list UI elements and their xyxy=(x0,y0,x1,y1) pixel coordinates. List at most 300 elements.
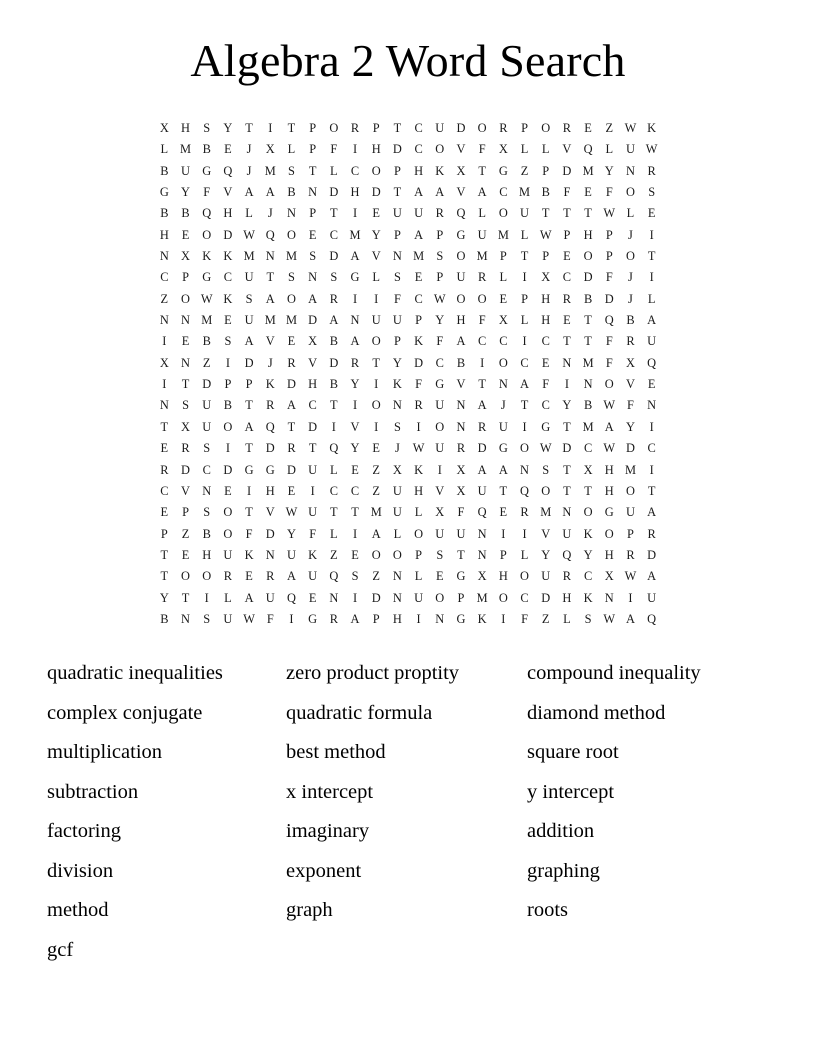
letter-cell[interactable]: T xyxy=(647,483,656,498)
letter-cell[interactable]: T xyxy=(457,547,465,562)
letter-cell[interactable]: J xyxy=(246,163,252,178)
letter-cell[interactable]: M xyxy=(582,163,594,178)
letter-cell[interactable]: X xyxy=(625,355,635,370)
letter-cell[interactable]: U xyxy=(456,526,466,541)
letter-cell[interactable]: D xyxy=(371,185,381,200)
word-list-item[interactable]: compound inequality xyxy=(527,662,701,685)
letter-cell[interactable]: Z xyxy=(202,355,211,370)
letter-cell[interactable]: R xyxy=(287,355,296,370)
letter-cell[interactable]: U xyxy=(223,611,233,626)
letter-cell[interactable]: O xyxy=(498,590,508,605)
letter-cell[interactable]: R xyxy=(562,291,572,306)
letter-cell[interactable]: E xyxy=(224,313,232,328)
letter-cell[interactable]: Z xyxy=(372,569,380,584)
letter-cell[interactable]: U xyxy=(286,547,296,562)
letter-cell[interactable]: N xyxy=(350,313,360,328)
letter-cell[interactable]: E xyxy=(584,185,592,200)
letter-cell[interactable]: N xyxy=(265,249,275,264)
letter-cell[interactable]: O xyxy=(286,227,296,242)
letter-cell[interactable]: T xyxy=(563,462,571,477)
letter-cell[interactable]: C xyxy=(499,334,508,349)
letter-cell[interactable]: N xyxy=(647,398,657,413)
letter-cell[interactable]: D xyxy=(286,462,296,477)
letter-cell[interactable]: S xyxy=(245,291,253,306)
letter-cell[interactable]: V xyxy=(308,355,318,370)
letter-cell[interactable]: A xyxy=(244,419,254,434)
letter-cell[interactable]: I xyxy=(501,611,506,626)
letter-cell[interactable]: N xyxy=(456,398,466,413)
letter-cell[interactable]: D xyxy=(244,355,254,370)
letter-cell[interactable]: D xyxy=(647,547,657,562)
word-list-item[interactable]: imaginary xyxy=(286,820,370,843)
letter-cell[interactable]: C xyxy=(329,483,338,498)
letter-cell[interactable]: X xyxy=(498,313,508,328)
letter-cell[interactable]: Z xyxy=(605,121,614,135)
letter-cell[interactable]: D xyxy=(477,441,487,456)
letter-cell[interactable]: A xyxy=(244,334,254,349)
letter-cell[interactable]: D xyxy=(625,441,635,456)
letter-cell[interactable]: Q xyxy=(477,505,487,520)
letter-cell[interactable]: I xyxy=(331,419,336,434)
letter-cell[interactable]: O xyxy=(435,142,445,157)
letter-cell[interactable]: U xyxy=(435,441,445,456)
letter-cell[interactable]: F xyxy=(330,142,338,157)
letter-cell[interactable]: R xyxy=(414,398,423,413)
letter-cell[interactable]: R xyxy=(350,355,360,370)
letter-cell[interactable]: F xyxy=(521,611,528,626)
letter-cell[interactable]: R xyxy=(499,121,508,135)
letter-cell[interactable]: I xyxy=(649,462,654,477)
letter-cell[interactable]: U xyxy=(435,121,445,135)
letter-cell[interactable]: I xyxy=(247,483,252,498)
letter-cell[interactable]: E xyxy=(245,569,253,584)
letter-cell[interactable]: A xyxy=(414,227,424,242)
letter-cell[interactable]: G xyxy=(604,505,614,520)
letter-cell[interactable]: F xyxy=(478,142,486,157)
letter-cell[interactable]: N xyxy=(435,611,445,626)
letter-cell[interactable]: R xyxy=(520,505,529,520)
letter-cell[interactable]: W xyxy=(645,142,658,157)
letter-cell[interactable]: C xyxy=(414,291,423,306)
letter-cell[interactable]: N xyxy=(498,377,508,392)
letter-cell[interactable]: J xyxy=(246,142,252,157)
letter-cell[interactable]: C xyxy=(308,398,317,413)
letter-cell[interactable]: S xyxy=(436,547,444,562)
letter-cell[interactable]: P xyxy=(224,377,232,392)
letter-cell[interactable]: R xyxy=(435,206,444,221)
letter-cell[interactable]: P xyxy=(372,611,380,626)
letter-cell[interactable]: X xyxy=(159,355,169,370)
letter-cell[interactable]: G xyxy=(456,227,466,242)
letter-cell[interactable]: M xyxy=(519,185,531,200)
letter-cell[interactable]: N xyxy=(392,569,402,584)
letter-cell[interactable]: O xyxy=(392,547,402,562)
letter-cell[interactable]: B xyxy=(202,526,211,541)
letter-cell[interactable]: H xyxy=(562,590,572,605)
letter-cell[interactable]: U xyxy=(308,462,318,477)
word-list-item[interactable]: factoring xyxy=(47,820,121,843)
letter-cell[interactable]: C xyxy=(541,334,550,349)
letter-cell[interactable]: K xyxy=(414,462,424,477)
letter-cell[interactable]: E xyxy=(160,505,169,520)
letter-cell[interactable]: I xyxy=(416,611,421,626)
letter-cell[interactable]: T xyxy=(478,377,486,392)
letter-cell[interactable]: N xyxy=(308,270,318,285)
letter-cell[interactable]: I xyxy=(374,377,379,392)
letter-cell[interactable]: C xyxy=(520,355,529,370)
letter-cell[interactable]: D xyxy=(223,462,233,477)
letter-cell[interactable]: I xyxy=(352,142,358,157)
letter-cell[interactable]: I xyxy=(628,590,633,605)
letter-cell[interactable]: N xyxy=(392,398,402,413)
letter-cell[interactable]: A xyxy=(625,611,635,626)
letter-cell[interactable]: E xyxy=(563,249,571,264)
letter-cell[interactable]: A xyxy=(477,185,487,200)
letter-cell[interactable]: O xyxy=(202,569,212,584)
letter-cell[interactable]: U xyxy=(414,206,424,221)
letter-cell[interactable]: S xyxy=(203,505,211,520)
letter-cell[interactable]: W xyxy=(603,398,616,413)
letter-cell[interactable]: L xyxy=(330,163,338,178)
letter-cell[interactable]: Q xyxy=(265,227,275,242)
letter-cell[interactable]: I xyxy=(225,355,230,370)
letter-cell[interactable]: T xyxy=(181,590,190,605)
letter-cell[interactable]: W xyxy=(433,291,446,306)
letter-cell[interactable]: M xyxy=(180,142,192,157)
letter-cell[interactable]: H xyxy=(159,227,169,242)
letter-cell[interactable]: E xyxy=(541,355,550,370)
letter-cell[interactable]: Y xyxy=(604,163,614,178)
letter-cell[interactable]: A xyxy=(604,419,614,434)
word-list-item[interactable]: zero product proptity xyxy=(286,662,460,685)
letter-cell[interactable]: G xyxy=(202,270,212,285)
letter-cell[interactable]: P xyxy=(436,227,444,242)
letter-cell[interactable]: P xyxy=(627,526,634,541)
letter-cell[interactable]: G xyxy=(456,569,466,584)
letter-cell[interactable]: T xyxy=(647,249,656,264)
letter-cell[interactable]: S xyxy=(351,569,359,584)
letter-cell[interactable]: M xyxy=(413,249,425,264)
letter-cell[interactable]: P xyxy=(182,505,189,520)
letter-cell[interactable]: A xyxy=(350,249,360,264)
letter-cell[interactable]: O xyxy=(541,483,551,498)
letter-cell[interactable]: O xyxy=(456,291,466,306)
letter-cell[interactable]: D xyxy=(329,249,339,264)
letter-cell[interactable]: A xyxy=(244,185,254,200)
letter-cell[interactable]: J xyxy=(394,441,400,456)
letter-cell[interactable]: O xyxy=(625,185,635,200)
letter-cell[interactable]: K xyxy=(477,611,487,626)
letter-cell[interactable]: C xyxy=(223,270,233,285)
letter-cell[interactable]: N xyxy=(308,185,318,200)
letter-cell[interactable]: Q xyxy=(329,441,339,456)
letter-cell[interactable]: P xyxy=(499,547,507,562)
letter-cell[interactable]: K xyxy=(244,547,254,562)
letter-cell[interactable]: K xyxy=(223,249,233,264)
letter-cell[interactable]: O xyxy=(520,441,529,456)
letter-cell[interactable]: P xyxy=(245,377,253,392)
word-list-item[interactable]: multiplication xyxy=(47,741,163,764)
letter-cell[interactable]: L xyxy=(605,142,614,157)
letter-cell[interactable]: E xyxy=(181,334,190,349)
letter-cell[interactable]: T xyxy=(351,505,359,520)
letter-cell[interactable]: V xyxy=(541,526,551,541)
letter-cell[interactable]: T xyxy=(308,441,317,456)
letter-cell[interactable]: C xyxy=(478,334,487,349)
letter-cell[interactable]: S xyxy=(648,185,656,200)
letter-cell[interactable]: O xyxy=(498,206,508,221)
letter-cell[interactable]: T xyxy=(160,569,169,584)
letter-cell[interactable]: R xyxy=(160,462,169,477)
letter-cell[interactable]: T xyxy=(372,355,380,370)
letter-cell[interactable]: U xyxy=(308,505,318,520)
word-list-item[interactable]: subtraction xyxy=(47,780,139,803)
letter-cell[interactable]: I xyxy=(501,526,506,541)
letter-cell[interactable]: O xyxy=(435,419,445,434)
letter-cell[interactable]: P xyxy=(457,590,465,605)
letter-cell[interactable]: K xyxy=(647,121,657,135)
letter-cell[interactable]: S xyxy=(288,163,295,178)
letter-cell[interactable]: L xyxy=(520,547,529,562)
letter-cell[interactable]: V xyxy=(371,249,381,264)
letter-cell[interactable]: Z xyxy=(330,547,338,562)
letter-cell[interactable]: N xyxy=(286,206,296,221)
letter-cell[interactable]: T xyxy=(499,483,508,498)
letter-cell[interactable]: C xyxy=(414,121,423,135)
letter-cell[interactable]: O xyxy=(435,590,445,605)
letter-cell[interactable]: W xyxy=(412,441,425,456)
letter-cell[interactable]: C xyxy=(435,355,444,370)
letter-cell[interactable]: N xyxy=(392,590,402,605)
letter-cell[interactable]: D xyxy=(286,377,296,392)
letter-cell[interactable]: D xyxy=(308,313,318,328)
letter-cell[interactable]: D xyxy=(223,227,233,242)
letter-cell[interactable]: I xyxy=(352,206,358,221)
letter-cell[interactable]: W xyxy=(603,206,616,221)
letter-cell[interactable]: O xyxy=(414,526,424,541)
letter-cell[interactable]: L xyxy=(414,569,423,584)
letter-cell[interactable]: A xyxy=(350,611,360,626)
letter-cell[interactable]: R xyxy=(223,569,233,584)
letter-cell[interactable]: U xyxy=(435,398,445,413)
letter-cell[interactable]: A xyxy=(647,505,657,520)
letter-cell[interactable]: Q xyxy=(329,569,339,584)
word-list-item[interactable]: graph xyxy=(286,899,333,922)
letter-cell[interactable]: R xyxy=(626,334,635,349)
letter-cell[interactable]: T xyxy=(266,270,275,285)
letter-cell[interactable]: M xyxy=(624,462,636,477)
letter-cell[interactable]: Y xyxy=(159,590,169,605)
letter-cell[interactable]: F xyxy=(266,611,274,626)
word-list-item[interactable]: quadratic inequalities xyxy=(47,662,223,685)
letter-cell[interactable]: O xyxy=(181,569,190,584)
letter-cell[interactable]: F xyxy=(605,270,613,285)
letter-cell[interactable]: A xyxy=(286,569,296,584)
letter-cell[interactable]: G xyxy=(541,419,551,434)
letter-cell[interactable]: I xyxy=(522,526,527,541)
letter-cell[interactable]: O xyxy=(181,291,190,306)
letter-cell[interactable]: K xyxy=(392,377,402,392)
letter-cell[interactable]: W xyxy=(539,227,552,242)
letter-cell[interactable]: P xyxy=(415,547,423,562)
letter-cell[interactable]: U xyxy=(223,547,233,562)
letter-cell[interactable]: I xyxy=(352,291,358,306)
letter-cell[interactable]: Y xyxy=(435,313,445,328)
letter-cell[interactable]: T xyxy=(160,547,169,562)
letter-cell[interactable]: G xyxy=(350,270,360,285)
letter-cell[interactable]: J xyxy=(267,206,273,221)
letter-cell[interactable]: W xyxy=(285,505,298,520)
letter-cell[interactable]: I xyxy=(522,270,527,285)
letter-cell[interactable]: Q xyxy=(604,313,614,328)
letter-cell[interactable]: T xyxy=(245,441,253,456)
letter-cell[interactable]: V xyxy=(435,483,445,498)
letter-cell[interactable]: U xyxy=(647,334,657,349)
letter-cell[interactable]: P xyxy=(521,291,528,306)
letter-cell[interactable]: O xyxy=(456,249,466,264)
letter-cell[interactable]: X xyxy=(159,121,169,135)
letter-cell[interactable]: A xyxy=(371,526,381,541)
letter-cell[interactable]: O xyxy=(625,483,635,498)
letter-cell[interactable]: O xyxy=(371,334,381,349)
letter-cell[interactable]: Z xyxy=(160,291,169,306)
letter-cell[interactable]: B xyxy=(583,398,593,413)
letter-cell[interactable]: Z xyxy=(541,611,550,626)
letter-cell[interactable]: F xyxy=(542,377,550,392)
letter-cell[interactable]: M xyxy=(285,249,297,264)
letter-cell[interactable]: O xyxy=(604,526,614,541)
letter-cell[interactable]: S xyxy=(203,611,211,626)
letter-cell[interactable]: P xyxy=(605,249,613,264)
letter-cell[interactable]: X xyxy=(456,163,466,178)
letter-cell[interactable]: E xyxy=(351,462,359,477)
letter-cell[interactable]: Y xyxy=(286,526,296,541)
letter-cell[interactable]: F xyxy=(309,526,317,541)
letter-cell[interactable]: W xyxy=(200,291,213,306)
letter-cell[interactable]: F xyxy=(436,334,444,349)
letter-cell[interactable]: L xyxy=(393,526,402,541)
letter-cell[interactable]: E xyxy=(287,334,296,349)
letter-cell[interactable]: B xyxy=(160,163,169,178)
letter-cell[interactable]: T xyxy=(520,398,529,413)
letter-cell[interactable]: C xyxy=(202,462,211,477)
letter-cell[interactable]: T xyxy=(245,121,253,135)
letter-cell[interactable]: V xyxy=(181,483,190,498)
letter-cell[interactable]: O xyxy=(477,291,487,306)
letter-cell[interactable]: L xyxy=(520,227,529,242)
letter-cell[interactable]: A xyxy=(647,569,657,584)
letter-cell[interactable]: C xyxy=(329,227,338,242)
letter-cell[interactable]: D xyxy=(541,590,551,605)
letter-cell[interactable]: E xyxy=(647,377,656,392)
letter-cell[interactable]: D xyxy=(329,185,339,200)
letter-cell[interactable]: T xyxy=(393,121,402,135)
letter-cell[interactable]: H xyxy=(181,121,190,135)
letter-cell[interactable]: G xyxy=(498,163,508,178)
letter-cell[interactable]: P xyxy=(521,121,528,135)
letter-cell[interactable]: E xyxy=(160,441,169,456)
letter-cell[interactable]: E xyxy=(181,227,190,242)
letter-cell[interactable]: Y xyxy=(625,419,635,434)
letter-cell[interactable]: C xyxy=(350,163,360,178)
letter-cell[interactable]: F xyxy=(457,505,465,520)
letter-cell[interactable]: J xyxy=(628,291,633,306)
letter-cell[interactable]: X xyxy=(541,270,551,285)
letter-cell[interactable]: K xyxy=(583,590,593,605)
letter-cell[interactable]: I xyxy=(649,419,654,434)
word-list-item[interactable]: best method xyxy=(286,741,386,764)
letter-cell[interactable]: O xyxy=(202,227,212,242)
letter-cell[interactable]: X xyxy=(265,142,275,157)
word-list-item[interactable]: method xyxy=(47,899,109,922)
letter-cell[interactable]: R xyxy=(287,441,296,456)
letter-cell[interactable]: M xyxy=(476,590,488,605)
letter-cell[interactable]: J xyxy=(628,227,633,242)
letter-cell[interactable]: O xyxy=(583,505,593,520)
letter-cell[interactable]: W xyxy=(624,569,637,584)
letter-cell[interactable]: T xyxy=(308,163,317,178)
letter-cell[interactable]: T xyxy=(393,185,402,200)
letter-cell[interactable]: T xyxy=(330,206,338,221)
letter-cell[interactable]: B xyxy=(287,185,296,200)
letter-cell[interactable]: A xyxy=(498,462,508,477)
letter-cell[interactable]: D xyxy=(265,526,275,541)
letter-cell[interactable]: M xyxy=(285,313,297,328)
letter-cell[interactable]: P xyxy=(563,227,571,242)
letter-cell[interactable]: Z xyxy=(372,462,380,477)
letter-cell[interactable]: G xyxy=(265,462,275,477)
letter-cell[interactable]: B xyxy=(202,142,211,157)
letter-cell[interactable]: D xyxy=(371,590,381,605)
letter-cell[interactable]: U xyxy=(202,419,212,434)
letter-cell[interactable]: F xyxy=(627,398,634,413)
letter-cell[interactable]: S xyxy=(309,249,317,264)
letter-cell[interactable]: P xyxy=(542,163,550,178)
letter-cell[interactable]: K xyxy=(435,163,445,178)
letter-cell[interactable]: Z xyxy=(372,483,380,498)
letter-cell[interactable]: C xyxy=(562,270,572,285)
letter-cell[interactable]: G xyxy=(159,185,169,200)
letter-cell[interactable]: Q xyxy=(265,419,275,434)
letter-cell[interactable]: X xyxy=(604,569,614,584)
letter-cell[interactable]: E xyxy=(351,547,359,562)
letter-cell[interactable]: T xyxy=(245,398,253,413)
letter-cell[interactable]: A xyxy=(265,185,275,200)
letter-cell[interactable]: T xyxy=(563,206,571,221)
letter-cell[interactable]: M xyxy=(497,227,509,242)
word-list-item[interactable]: exponent xyxy=(286,859,362,882)
letter-cell[interactable]: T xyxy=(563,419,571,434)
letter-cell[interactable]: C xyxy=(160,270,169,285)
letter-cell[interactable]: I xyxy=(268,121,273,135)
letter-cell[interactable]: D xyxy=(456,121,466,135)
letter-cell[interactable]: F xyxy=(245,526,253,541)
letter-cell[interactable]: S xyxy=(330,270,338,285)
word-list-item[interactable]: graphing xyxy=(527,859,600,882)
letter-cell[interactable]: X xyxy=(181,419,190,434)
letter-cell[interactable]: R xyxy=(456,441,466,456)
letter-cell[interactable]: L xyxy=(160,142,169,157)
letter-cell[interactable]: I xyxy=(352,526,358,541)
letter-cell[interactable]: T xyxy=(541,206,550,221)
letter-cell[interactable]: K xyxy=(308,547,318,562)
letter-cell[interactable]: V xyxy=(625,377,635,392)
letter-cell[interactable]: R xyxy=(647,526,656,541)
letter-cell[interactable]: H xyxy=(265,483,275,498)
letter-cell[interactable]: H xyxy=(498,569,508,584)
letter-cell[interactable]: X xyxy=(392,462,402,477)
letter-cell[interactable]: N xyxy=(477,547,487,562)
